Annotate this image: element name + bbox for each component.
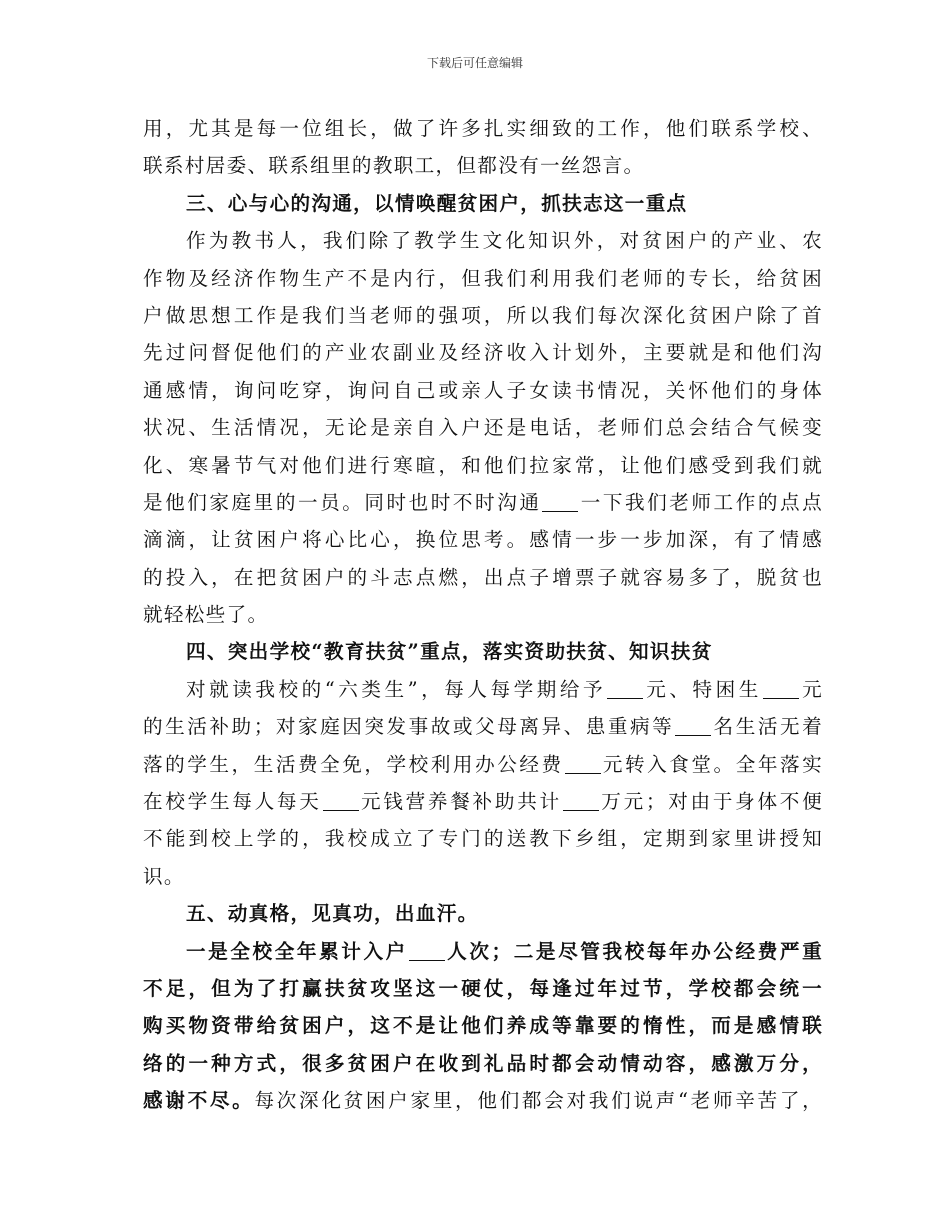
fill-blank: [675, 717, 711, 736]
fill-blank: [565, 755, 601, 774]
paragraph-line: 户做思想工作是我们当老师的强项，所以我们每次深化贫困户除了首: [143, 303, 823, 327]
paragraph-line: 就轻松些了。: [143, 603, 269, 627]
paragraph-line: 不足，但为了打赢扶贫攻坚这一硬仗，每逢过年过节，学校都会统一: [143, 976, 823, 1000]
text-segment: 在校学生每人每天: [143, 790, 322, 814]
page-header: 下载后可任意编辑: [426, 56, 523, 70]
fill-blank: [409, 942, 445, 961]
paragraph-line: 先过问督促他们的产业农副业及经济收入计划外，主要就是和他们沟: [143, 341, 823, 365]
document-body: [143, 110, 823, 1120]
paragraph-line: 通感情，询问吃穿，询问自己或亲人子女读书情况，关怀他们的身体: [143, 378, 823, 402]
text-segment: 元钱营养餐补助共计: [359, 790, 562, 814]
paragraph-line: [143, 933, 823, 970]
section-heading-3: 三、心与心的沟通，以情唤醒贫困户，抓扶志这一重点: [186, 191, 688, 215]
paragraph-line: 滴滴，让贫困户将心比心，换位思考。感情一步一步加深，有了情感: [143, 528, 823, 552]
paragraph-line: 不能到校上学的，我校成立了专门的送教下乡组，定期到家里讲授知: [143, 827, 823, 851]
text-segment: 名生活无着: [712, 715, 824, 739]
paragraph-line: 的投入，在把贫困户的斗志点燃，出点子增票子就容易多了，脱贫也: [143, 565, 823, 589]
text-segment: 万元；对由于身体不便: [599, 790, 824, 814]
paragraph-line: 化、寒暑节气对他们进行寒暄，和他们拉家常，让他们感受到我们就: [143, 453, 823, 477]
text-segment: 人次；二是尽管我校每年办公经费严重: [445, 939, 824, 963]
paragraph-line: 络的一种方式，很多贫困户在收到礼品时都会动情动容，感激万分，: [143, 1051, 823, 1075]
paragraph-line: 作为教书人，我们除了教学生文化知识外，对贫困户的产业、农: [186, 229, 823, 253]
fill-blank: [563, 792, 599, 811]
fill-blank: [763, 680, 799, 699]
paragraph-line: [143, 746, 823, 783]
paragraph-line: [143, 708, 823, 745]
text-segment: 的生活补助；对家庭因突发事故或父母离异、患重病等: [143, 715, 675, 739]
paragraph-line: 用，尤其是每一位组长，做了许多扎实细致的工作，他们联系学校、: [143, 117, 823, 140]
text-segment: 一下我们老师工作的点点: [579, 490, 823, 514]
text-segment: 每次深化贫困户家里，他们都会对我们说声“老师辛苦了，: [254, 1089, 823, 1113]
paragraph-line: 状况、生活情况，无论是亲自入户还是电话，老师们总会结合气候变: [143, 416, 823, 440]
text-segment: 元、特困生: [644, 677, 762, 701]
text-segment: 是他们家庭里的一员。同时也时不时沟通: [143, 490, 542, 514]
paragraph-line: [143, 484, 823, 521]
paragraph-line: [143, 783, 823, 820]
paragraph-line: 作物及经济作物生产不是内行，但我们利用我们老师的专长，给贫困: [143, 266, 823, 290]
fill-blank: [542, 493, 578, 512]
text-segment: 元: [799, 677, 824, 701]
fill-blank: [607, 680, 643, 699]
section-heading-4: 四、突出学校“教育扶贫”重点，落实资助扶贫、知识扶贫: [186, 640, 713, 664]
paragraph-line: 联系村居委、联系组里的教职工，但都没有一丝怨言。: [143, 154, 645, 178]
paragraph-line: [143, 1082, 823, 1119]
text-segment: 一是全校全年累计入户: [186, 939, 408, 963]
paragraph-line: 购买物资带给贫困户，这不是让他们养成等靠要的惰性，而是感情联: [143, 1014, 823, 1038]
text-segment: 对就读我校的“六类生”，每人每学期给予: [186, 677, 607, 701]
text-segment: 元转入食堂。全年落实: [601, 752, 824, 776]
text-segment: 感谢不尽。: [143, 1089, 255, 1113]
fill-blank: [323, 792, 359, 811]
section-heading-5: 五、动真格，见真功，出血汗。: [186, 902, 479, 926]
text-segment: 落的学生，生活费全免，学校利用办公经费: [143, 752, 564, 776]
paragraph-line: 识。: [143, 864, 185, 888]
paragraph-line: [143, 671, 823, 708]
